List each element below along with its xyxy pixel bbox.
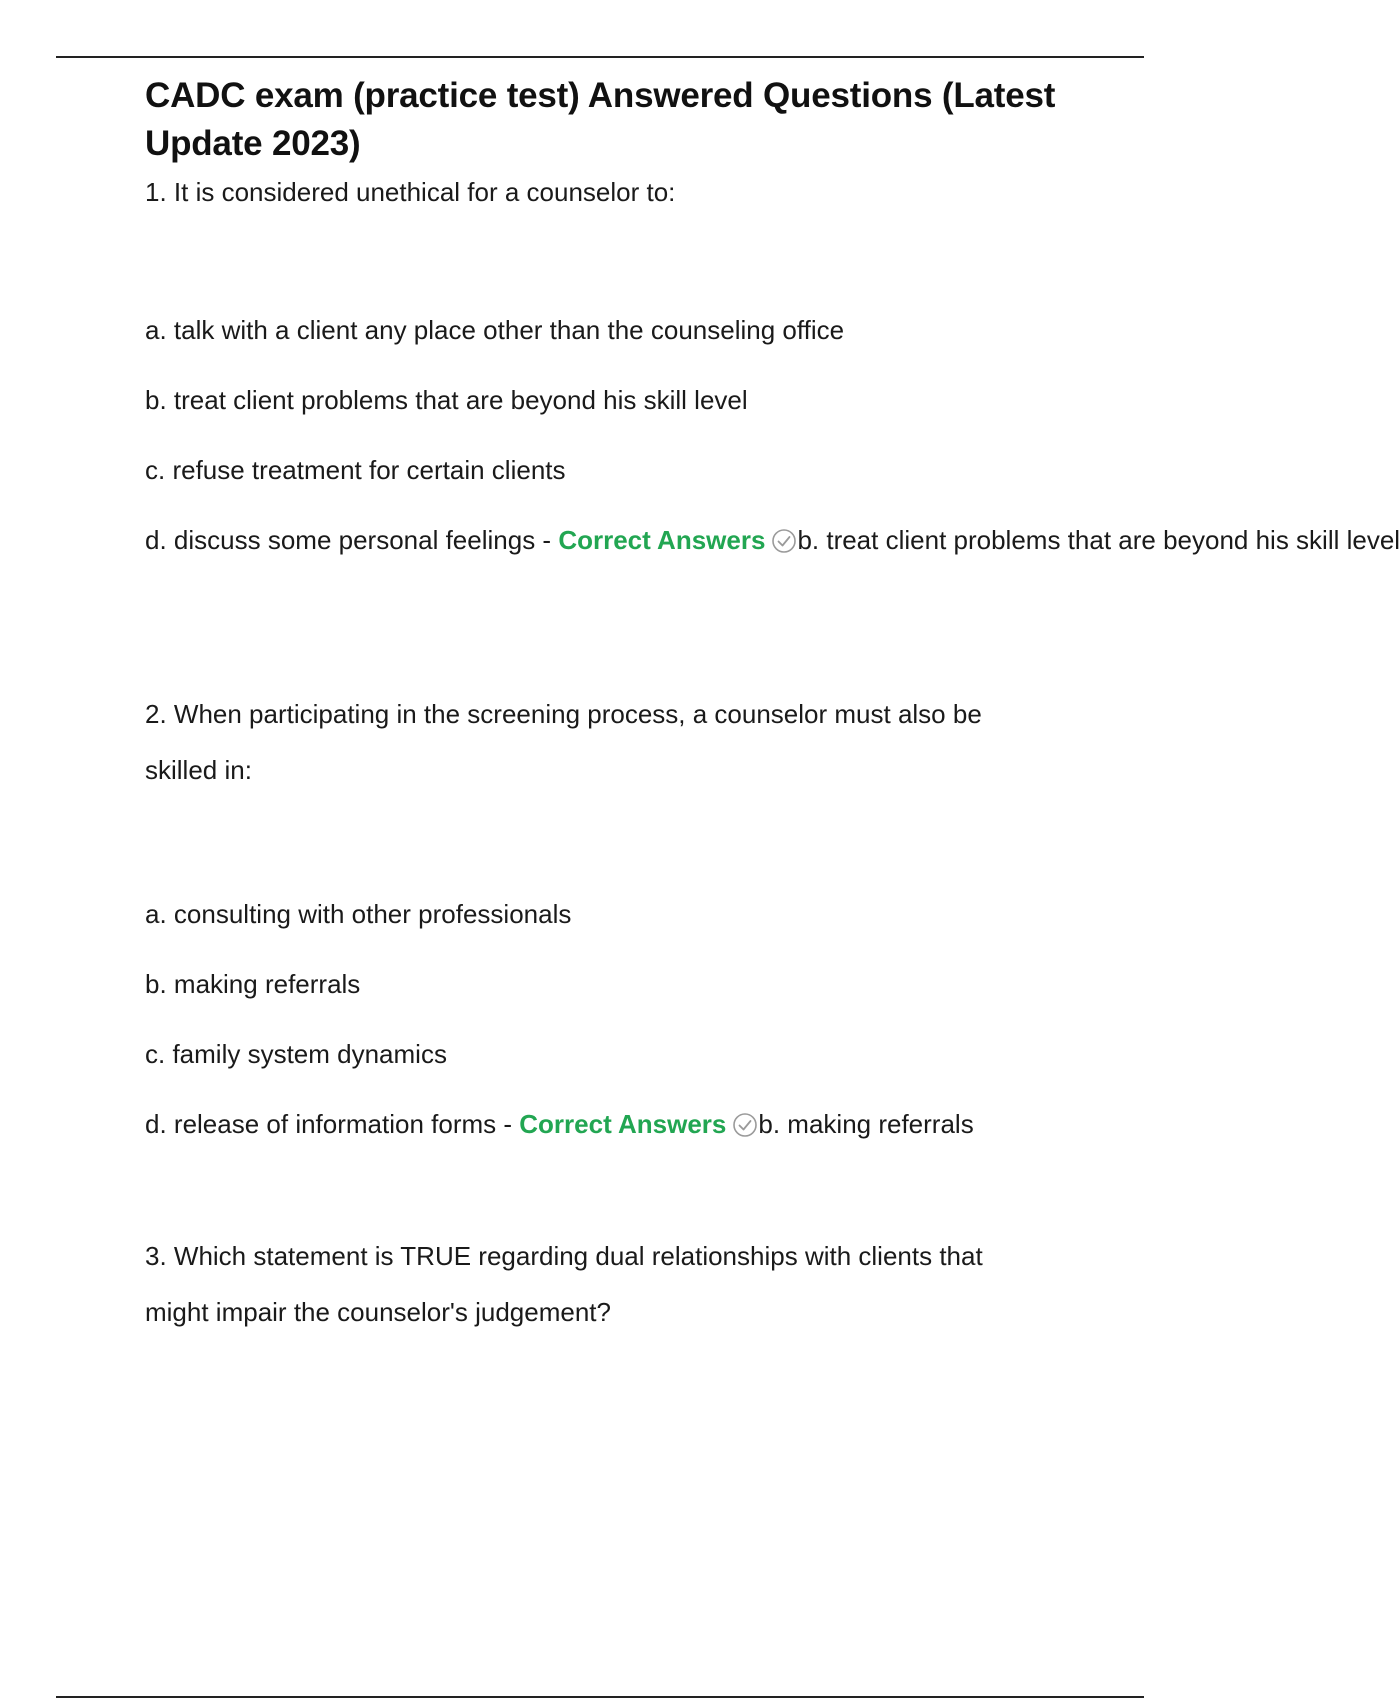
question-1-prompt: 1. It is considered unethical for a counselor to: bbox=[145, 177, 676, 207]
top-rule bbox=[56, 56, 1144, 58]
question-1-option-b: b. treat client problems that are beyond his skill level bbox=[145, 385, 748, 415]
correct-answers-label: Correct Answers bbox=[519, 1109, 727, 1139]
question-2-option-b: b. making referrals bbox=[145, 969, 361, 999]
question-2-answer: b. making referrals bbox=[758, 1109, 974, 1139]
document-page bbox=[145, 72, 1400, 1340]
correct-answers-label: Correct Answers bbox=[558, 525, 766, 555]
question-1-answer: b. treat client problems that are beyond his skill level bbox=[797, 525, 1400, 555]
question-1-option-c: c. refuse treatment for certain clients bbox=[145, 455, 566, 485]
question-2-option-a: a. consulting with other professionals bbox=[145, 899, 572, 929]
check-icon bbox=[732, 1101, 758, 1127]
question-1-option-d: d. discuss some personal feelings - bbox=[145, 525, 559, 555]
question-1-option-a: a. talk with a client any place other than the counseling office bbox=[145, 315, 845, 345]
question-2-option-d-line bbox=[145, 1096, 1085, 1152]
question-2-prompt: 2. When participating in the screening process, a counselor must also be skilled in: bbox=[145, 699, 982, 785]
question-1-option-d-line bbox=[145, 512, 1400, 568]
check-icon bbox=[771, 517, 797, 543]
question-2-option-c: c. family system dynamics bbox=[145, 1039, 447, 1069]
question-2-option-d: d. release of information forms - bbox=[145, 1109, 520, 1139]
question-3-prompt: 3. Which statement is TRUE regarding dual relationships with clients that might impair the counselor's judgement? bbox=[145, 1241, 983, 1327]
document-title: CADC exam (practice test) Answered Questions (Latest Update 2023) bbox=[145, 76, 1056, 163]
bottom-rule bbox=[56, 1696, 1144, 1698]
